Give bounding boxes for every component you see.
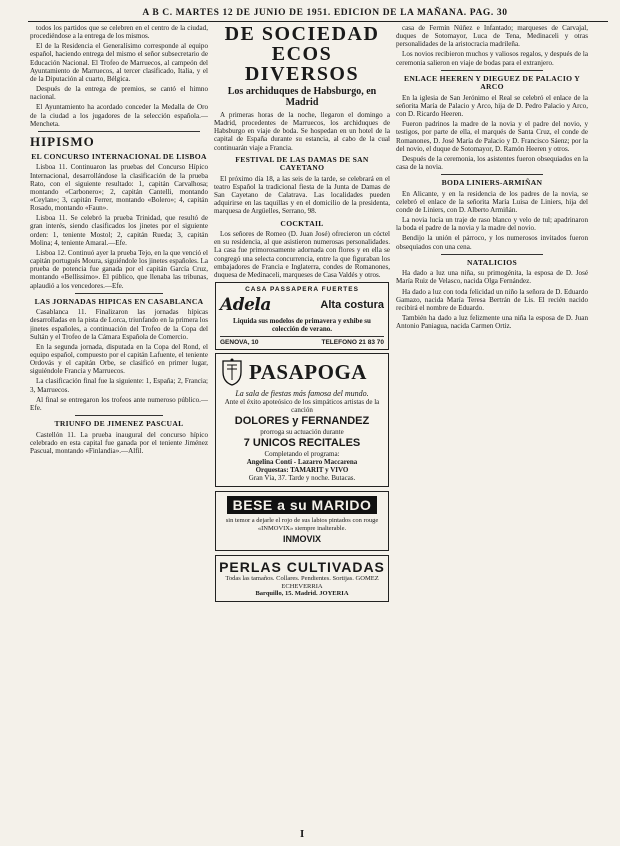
pasapoga-headline: DOLORES y FERNANDEZ bbox=[234, 415, 370, 427]
adela-copy: Liquida sus modelos de primavera y exhibe su colección de verano. bbox=[233, 317, 371, 333]
page-mark: I bbox=[300, 830, 305, 840]
paragraph: En Alicante, y en la residencia de los padres de la novia, se celebró el enlace de la señorita María Luisa de Liniers, hija del conde de Liniers, con D. Alberto Armiñán. bbox=[396, 189, 588, 214]
divider bbox=[441, 254, 543, 255]
heeren-article bbox=[396, 94, 588, 171]
divider bbox=[75, 293, 163, 294]
paragraph: En la segunda jornada, disputada en la Copa del Rond, el equipo español, compuesto por el capitán Lafuente, el teniente Ordovás y el capitán Orbe, se clasificó en primer lugar, siguiéndole Francia y Marruecos. bbox=[30, 342, 208, 376]
perlas-title: PERLAS CULTIVADAS bbox=[219, 559, 385, 575]
paragraph: Ha dado a luz con toda felicidad un niño la señora de D. Eduardo Gamazo, nacida María Teresa Bertrán de Lis. El recién nacido recibirá el nombre de Eduardo. bbox=[396, 287, 588, 312]
jornadas-article bbox=[30, 308, 208, 412]
paragraph: casa de Fermín Núñez e Infantado; marqueses de Carvajal, duques de Sotomayor, Luca de Tena, Medinaceli y otras personalidades de la aristocracia madrileña. bbox=[396, 24, 588, 49]
pasapoga-line3: Completando el programa: bbox=[264, 450, 340, 458]
bese-title: BESE a su MARIDO bbox=[227, 496, 378, 514]
divider bbox=[441, 174, 543, 175]
divider bbox=[75, 415, 163, 416]
paragraph: A primeras horas de la noche, llegaron el domingo a Madrid, procedentes de Marruecos, los archiduques de Habsburgo en viaje de boda. Se hospedan en un hotel de la capital de España durante su estancia, al cabo de la cual continuarán viaje a Francia. bbox=[214, 111, 390, 152]
paragraph: Después de la entrega de premios, se cantó el himno nacional. bbox=[30, 85, 208, 102]
adela-logo: Adela bbox=[220, 295, 271, 315]
concurso-article bbox=[30, 163, 208, 289]
pasapoga-logo: PASAPOGA bbox=[249, 359, 367, 384]
hipismo-heading: HIPISMO bbox=[30, 133, 95, 149]
paragraph: También ha dado a luz felizmente una niña la esposa de D. Juan Antonio Paniagua, nacida Carmen Ortiz. bbox=[396, 314, 588, 331]
adela-footer bbox=[220, 336, 384, 346]
sociedad-heading: DE SOCIEDAD bbox=[224, 24, 380, 45]
paragraph: Bendijo la unión el párroco, y los numerosos invitados fueron obsequiados con una cena. bbox=[396, 234, 588, 251]
cocktail-heading: COCKTAIL bbox=[280, 218, 324, 228]
adela-brand-row bbox=[220, 295, 384, 315]
paragraph: Castellón 11. La prueba inaugural del concurso hípico celebrado en esta capital fue ganada por el teniente Jiménez Pascual, montando «Finlandia».—Alfil. bbox=[30, 430, 208, 455]
pasapoga-tagline: La sala de fiestas más famosa del mundo. bbox=[235, 389, 369, 398]
paragraph: Lisboa 11. Se celebró la prueba Trinidad, que resultó de gran interés, siendo clasificados los jinetes por el siguiente orden: 1, teniente Mostol; 2, capitán Rueda; 3, capitán Molina; 4, teniente Amaral.—Efe. bbox=[30, 214, 208, 247]
divider bbox=[38, 131, 200, 132]
column-2 bbox=[214, 24, 390, 842]
masthead-rule bbox=[28, 21, 608, 22]
football-article bbox=[30, 24, 208, 128]
ecos-heading: ECOS DIVERSOS bbox=[244, 43, 360, 85]
perlas-copy: Todas las tamaños. Collares. Pendientes. Sortijas. GOMEZ ECHEVERRIA bbox=[225, 575, 379, 590]
paragraph: Fueron padrinos la madre de la novia y el padre del novio, y testigos, por parte de ella, el marqués de Santa Cruz, el conde de Romanones, D. José María de Palacio y D. Francisco Sáenz; por la del novio, el duque de Sotomayor, D. Ramón Heeren y otros. bbox=[396, 120, 588, 153]
perlas-ad bbox=[215, 555, 389, 602]
perlas-address: Barquillo, 15. Madrid. JOYERIA bbox=[255, 590, 349, 597]
paragraph: Al final se entregaron los trofeos ante numeroso público.—Efe. bbox=[30, 395, 208, 412]
paragraph: La novia lucía un traje de raso blanco y velo de tul; apadrinaron la boda el padre de la novia y la madre del novio. bbox=[396, 216, 588, 233]
bese-product: INMOVIX bbox=[282, 534, 321, 544]
adela-headline: Alta costura bbox=[320, 299, 384, 311]
paragraph: Ha dado a luz una niña, su primogénita, la esposa de D. José María Ruiz de Velasco, nacida Olga Fernández. bbox=[396, 269, 588, 286]
paragraph: Después de la ceremonia, los asistentes fueron obsequiados en la casa de la novia. bbox=[396, 154, 588, 172]
pasapoga-headline2: 7 UNICOS RECITALES bbox=[243, 437, 361, 449]
paragraph: todos los partidos que se celebren en el centro de la ciudad, procediéndose a la entrega de los mismos. bbox=[30, 24, 208, 41]
heeren-heading: ENLACE HEEREN Y DIEGUEZ DE PALACIO Y ARCO bbox=[403, 73, 581, 92]
crest-icon bbox=[221, 358, 243, 386]
pasapoga-line6: Gran Vía, 37. Tarde y noche. Butacas. bbox=[248, 474, 356, 482]
bese-ad bbox=[215, 491, 389, 551]
concurso-heading: EL CONCURSO INTERNACIONAL DE LISBOA bbox=[31, 151, 207, 161]
festival-article bbox=[214, 175, 390, 216]
paragraph: Los señores de Romeo (D. Juan José) ofrecieron un cóctel en su residencia, al que asistieron numerosas personalidades. La casa fue primorosamente adornada con flores y en ella se congregó una selecta concurrencia, entre la que figuraban los embajadores de Francia e Inglaterra, condes de Romanones, duquesa de Medinaceli, marqueses de Casa Valdés y otros. bbox=[214, 230, 390, 279]
pasapoga-line1: Ante el éxito apoteósico de los simpáticos artistas de la canción bbox=[224, 398, 380, 414]
jimenez-heading: TRIUNFO DE JIMENEZ PASCUAL bbox=[54, 419, 184, 429]
pasapoga-brand-row bbox=[221, 358, 383, 386]
liniers-heading: BODA LINIERS-ARMIÑAN bbox=[441, 178, 543, 188]
paragraph: El Ayuntamiento ha acordado conceder la Medalla de Oro de la ciudad a los jugadores de la selección española.—Mencheta. bbox=[30, 103, 208, 128]
column-1 bbox=[30, 24, 208, 842]
festival-heading: FESTIVAL DE LAS DAMAS DE SAN CAYETANO bbox=[235, 154, 369, 173]
cocktail-article bbox=[214, 230, 390, 279]
paragraph: Casablanca 11. Finalizaron las jornadas hípicas desarrolladas en la pista de Lorca, triunfando en la primera los jinetes españoles, a continuación del Trofeo de la Copa del Sultán y el Trofeo de la Cámara Española de Comercio. bbox=[30, 308, 208, 341]
paragraph: La clasificación final fue la siguiente: 1, España; 2, Francia; 3, Marruecos. bbox=[30, 377, 208, 394]
adela-phone: TELEFONO 21 83 70 bbox=[321, 339, 384, 346]
paragraph: Lisboa 11. Continuaron las pruebas del Concurso Hípico Internacional, desarrollándose la clasificación de la prueba Rato, con el siguiente resultado: 1, capitán Carvalhosa; montando «Carbonero»; 2, capitán Cantelli, montando «Ceylan»; 3, capitán Ferrer, montando «Bolero»; 4, capitán Rosado, montando «Faun». bbox=[30, 163, 208, 213]
paragraph: Los novios recibieron muchos y valiosos regalos, y después de la ceremonia salieron en viaje de bodas para el extranjero. bbox=[396, 50, 588, 67]
natalicios-heading: NATALICIOS bbox=[467, 257, 517, 267]
adela-ad bbox=[215, 282, 389, 350]
jornadas-heading: LAS JORNADAS HIPICAS EN CASABLANCA bbox=[34, 296, 204, 306]
pasapoga-ad bbox=[215, 353, 389, 487]
natalicios-article bbox=[396, 269, 588, 330]
wedding-continuation bbox=[396, 24, 588, 67]
column-3 bbox=[396, 24, 588, 842]
pasapoga-line5: Orquestas: TAMARIT y VIVO bbox=[255, 466, 349, 474]
divider bbox=[441, 70, 543, 71]
adela-header: CASA PASSAPERA FUERTES bbox=[245, 286, 359, 293]
adela-address: GENOVA, 10 bbox=[220, 339, 259, 346]
paragraph: Lisboa 12. Continuó ayer la prueba Tejo, en la que venció el capitán portugués Moura, siguiéndole los jinetes españoles. La prueba de potencia fue ganada por el capitán García Cruz, montando «Bellíssimo». El público, que llenaba las tribunas, aplaudió a los vencedores.—Efe. bbox=[30, 248, 208, 290]
liniers-article bbox=[396, 190, 588, 251]
paragraph: El de la Residencia el Generalísimo corresponde al equipo español, haciendo entrega del mismo el señor subsecretario de Educación Nacional. El Trofeo de Marruecos, al campeón del Ayuntamiento de Marruecos, al tercer clasificado, Italia, y el de la Diputación al cuarto, Bélgica. bbox=[30, 42, 208, 83]
paragraph: En la iglesia de San Jerónimo el Real se celebró el enlace de la señorita María de Palacio y Arco, hija de D. Pedro Palacio y Arco, con D. Ricardo Heeren. bbox=[396, 93, 588, 119]
paragraph: El próximo día 18, a las seis de la tarde, se celebrará en el teatro Español la tradicional fiesta de la Junta de Damas de San Cayetano de Calatrava. Las localidades pueden adquirirse en las taquillas y en el domicilio de la presidenta, marquesa de Argüelles, Serrano, 98. bbox=[214, 174, 390, 216]
pasapoga-line4: Angelina Conti - Lazarro Maccarena bbox=[246, 458, 358, 466]
masthead: A B C. MARTES 12 DE JUNIO DE 1951. EDICION DE LA MAÑANA. PAG. 30 bbox=[142, 8, 508, 18]
jimenez-article bbox=[30, 431, 208, 455]
bese-copy: sin temor a dejarle el rojo de sus labios pintados con rouge «INMOVIX» siempre inalterable. bbox=[225, 517, 379, 532]
habsburgo-article bbox=[214, 111, 390, 152]
habsburgo-heading: Los archiduques de Habsburgo, en Madrid bbox=[227, 86, 377, 108]
pasapoga-line2: prorroga su actuación durante bbox=[260, 428, 344, 436]
